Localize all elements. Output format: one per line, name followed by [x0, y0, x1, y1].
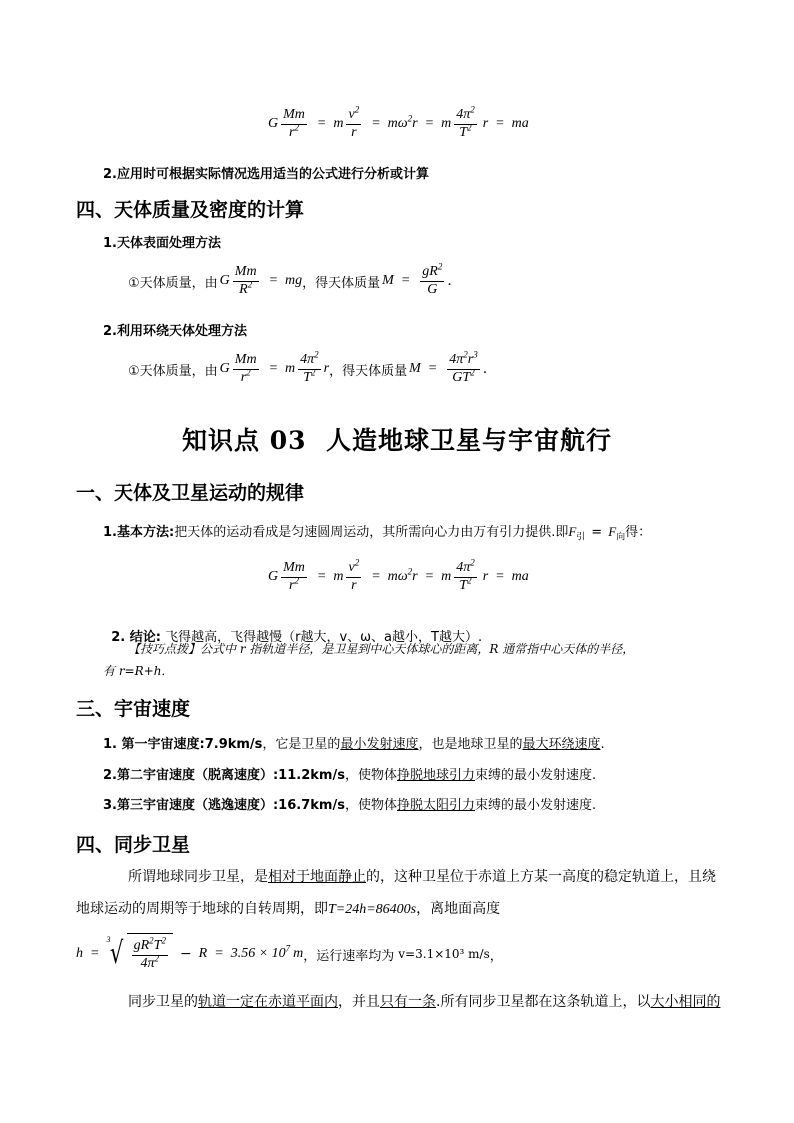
item-basic-method: 1.基本方法:把天体的运动看成是匀速圆周运动，其所需向心力由万有引力提供.即$F_引 = F_向$得：: [103, 524, 652, 543]
formula-orbit-mass: ①天体质量，由 G $\frac{Mm}{r^2}$ = m $\frac{4\pi^2}{T^2}$ r ，得天体质量 M = $\frac{4\pi^2r^3}{GT^2}$ .: [128, 349, 488, 385]
formula-sync-height: h = 3 √ $\frac{gR^2T^2}{4\pi^2}$ − R = $3.56 \times 10^7$ m ，运行速率均为 v=3.1×10³ m/s ，: [76, 933, 503, 975]
tip-line-1: 【技巧点拨】公式中 r 指轨道半径，是卫星到中心天体球心的距离，R 通常指中心天体的半径，: [128, 642, 635, 656]
cube-root: 3 √ $\frac{gR^2T^2}{4\pi^2}$: [106, 933, 172, 975]
formula-centripetal-top: G $\frac{Mm}{r^2}$ = m $\frac{v^2}{r}$ = $m\omega^2r$ = m $\frac{4\pi^2}{T^2}$ r = ma: [268, 104, 529, 140]
item-surface-method: 1.天体表面处理方法: [103, 236, 221, 251]
item-orbit-method: 2.利用环绕天体处理方法: [103, 324, 247, 339]
paragraph-line-2: 地球运动的周期等于地球的自转周期，即T=24h=86400s，离地面高度: [76, 901, 501, 917]
formula-centripetal-second: G $\frac{Mm}{r^2}$ = m $\frac{v^2}{r}$ = $m\omega^2r$ = m $\frac{4\pi^2}{T^2}$ r = ma: [268, 557, 529, 593]
tip-line-2: 有 r=R+h．: [103, 664, 174, 678]
frac-Mm-r2: $\frac{Mm}{r^2}$: [283, 107, 305, 140]
formula-surface-mass: ①天体质量，由 G $\frac{Mm}{R^2}$ = mg ，得天体质量 M = $\frac{gR^2}{G}$ .: [128, 261, 452, 297]
item-first-cosmic-velocity: 1. 第一宇宙速度:7.9km/s，它是卫星的最小发射速度，也是地球卫星的最大环绕速度.: [103, 737, 605, 752]
item-second-cosmic-velocity: 2.第二宇宙速度（脱离速度）:11.2km/s，使物体挣脱地球引力束缚的最小发射速度.: [103, 768, 597, 783]
section-heading-cosmic-velocity: 三、宇宙速度: [76, 698, 191, 720]
section-heading-sync-satellite: 四、同步卫星: [76, 834, 191, 856]
paragraph-line-1: 所谓地球同步卫星，是相对于地面静止的，这种卫星位于赤道上方某一高度的稳定轨道上，且绕: [128, 869, 716, 885]
item-conclusion: 2. 结论: 飞得越高，飞得越慢（r越大，v、ω、a越小，T越大）.: [111, 630, 483, 645]
formula-G: G: [268, 116, 279, 132]
knowledge-point-title: 知识点 03 人造地球卫星与宇宙航行: [182, 426, 612, 455]
paragraph-line-3: 同步卫星的轨道一定在赤道平面内，并且只有一条.所有同步卫星都在这条轨道上，以大小相同的: [128, 994, 721, 1010]
item-apply-formula: 2.应用时可根据实际情况选用适当的公式进行分析或计算: [103, 167, 429, 182]
section-heading-mass-density: 四、天体质量及密度的计算: [76, 199, 305, 221]
item-third-cosmic-velocity: 3.第三宇宙速度（逃逸速度）:16.7km/s，使物体挣脱太阳引力束缚的最小发射速度.: [103, 798, 597, 813]
section-heading-orbit-laws: 一、天体及卫星运动的规律: [76, 482, 305, 504]
